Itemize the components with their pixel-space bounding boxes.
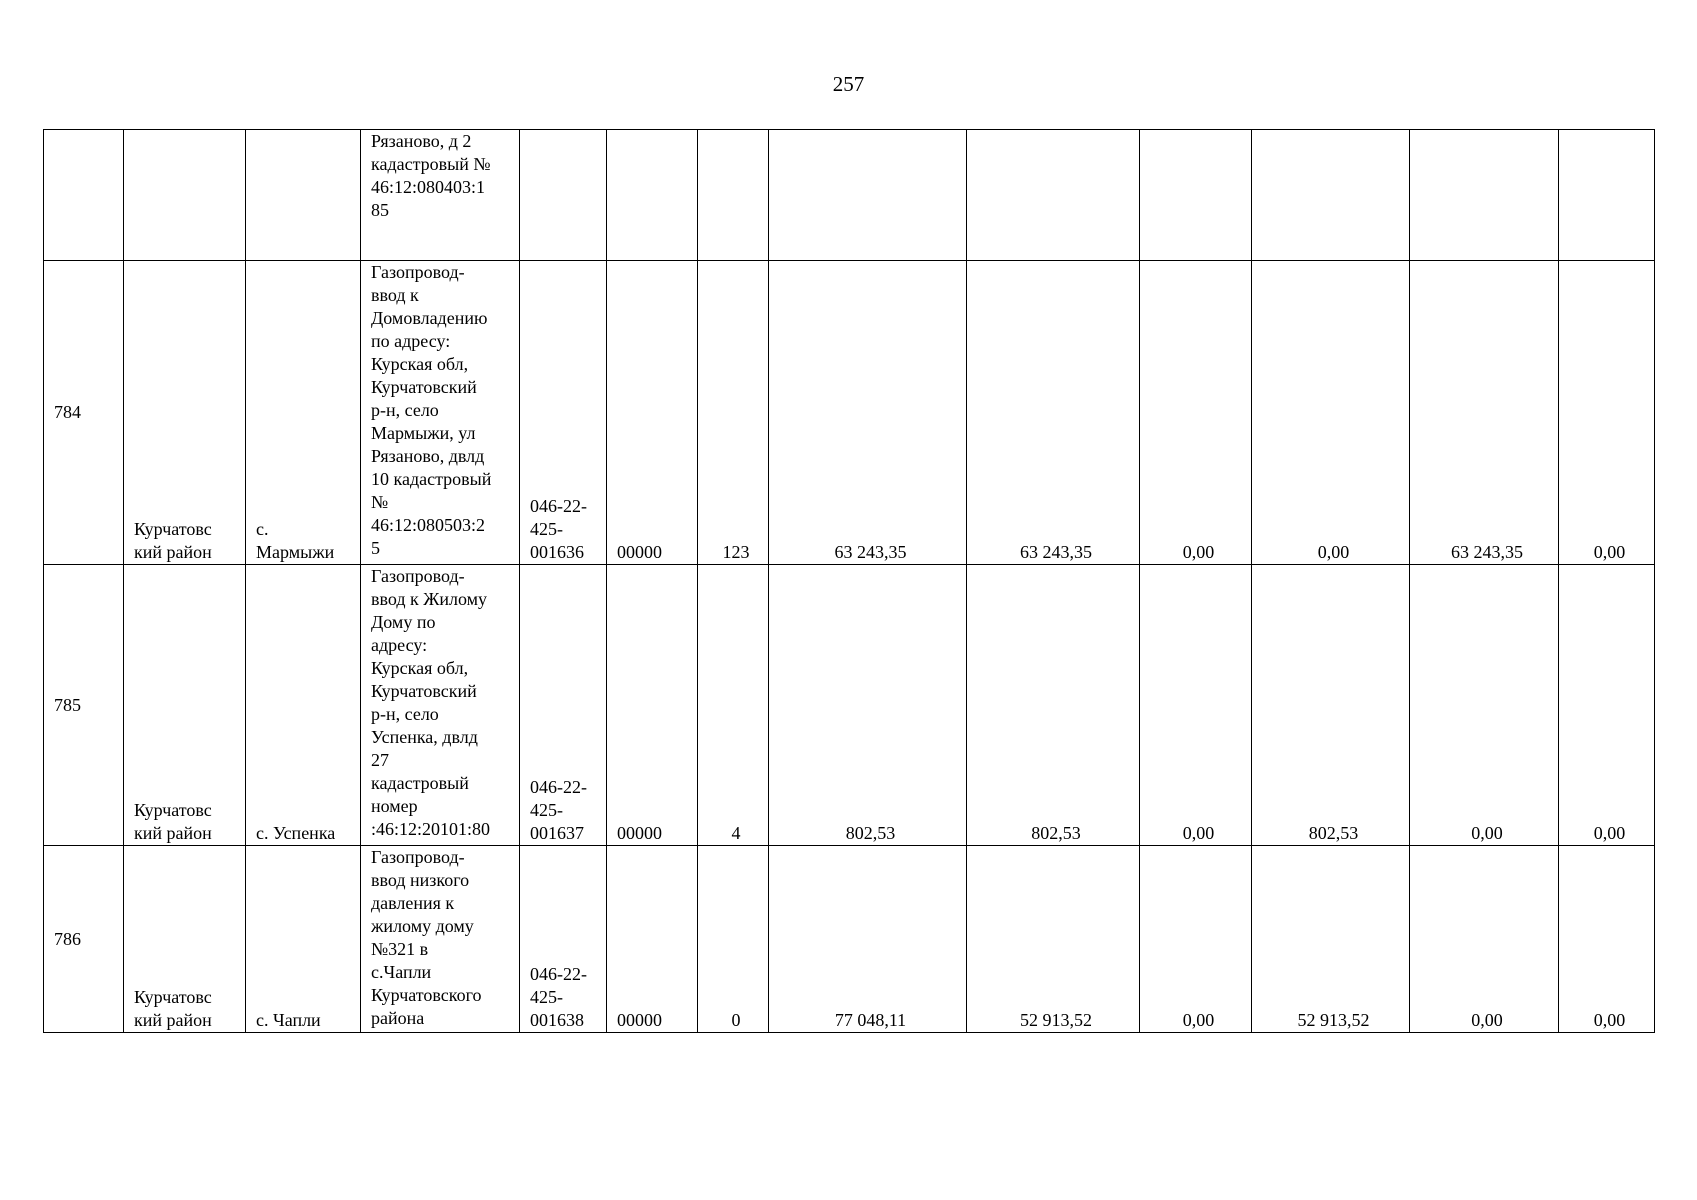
cell-amount: 802,53 (1252, 565, 1410, 846)
cell-amount: 63 243,35 (769, 261, 967, 565)
cell-num: 784 (44, 261, 124, 565)
cell-description: Газопровод- ввод низкого давления к жилому дому №321 в с.Чапли Курчатовского района (361, 846, 520, 1033)
cell-locality (246, 130, 361, 261)
cell-code: 046-22- 425- 001636 (520, 261, 607, 565)
table-row (44, 261, 1655, 565)
cell-code (520, 130, 607, 261)
cell-num (44, 130, 124, 261)
cell-code: 046-22- 425- 001638 (520, 846, 607, 1033)
cell-num: 786 (44, 846, 124, 1033)
cell-amount: 0,00 (1559, 261, 1655, 565)
cell-amount: 0,00 (1410, 846, 1559, 1033)
cell-code: 046-22- 425- 001637 (520, 565, 607, 846)
table-row (44, 565, 1655, 846)
cell-amount: 77 048,11 (769, 846, 967, 1033)
table-row-continuation (44, 130, 1655, 261)
cell-amount (1559, 130, 1655, 261)
cell-okof: 00000 (607, 261, 698, 565)
cell-locality: с. Чапли (246, 846, 361, 1033)
cell-amount: 0,00 (1410, 565, 1559, 846)
table-row (44, 846, 1655, 1033)
cell-qty: 4 (698, 565, 769, 846)
cell-amount: 0,00 (1559, 565, 1655, 846)
cell-num: 785 (44, 565, 124, 846)
cell-qty (698, 130, 769, 261)
cell-amount (967, 130, 1140, 261)
cell-amount (769, 130, 967, 261)
cell-qty: 123 (698, 261, 769, 565)
page-number: 257 (832, 72, 865, 96)
cell-amount: 0,00 (1140, 846, 1252, 1033)
cell-locality: с. Мармыжи (246, 261, 361, 565)
cell-description: Рязаново, д 2 кадастровый № 46:12:080403:1 85 (361, 130, 520, 261)
cell-amount: 802,53 (967, 565, 1140, 846)
cell-amount: 52 913,52 (967, 846, 1140, 1033)
register-table (43, 129, 1655, 1033)
cell-district: Курчатовс кий район (124, 846, 246, 1033)
cell-qty: 0 (698, 846, 769, 1033)
cell-amount: 0,00 (1140, 565, 1252, 846)
cell-amount: 0,00 (1252, 261, 1410, 565)
cell-district: Курчатовс кий район (124, 261, 246, 565)
cell-okof: 00000 (607, 565, 698, 846)
cell-amount: 0,00 (1559, 846, 1655, 1033)
cell-district (124, 130, 246, 261)
cell-amount: 63 243,35 (1410, 261, 1559, 565)
cell-description: Газопровод- ввод к Жилому Дому по адресу: Курская обл, Курчатовский р-н, село Успенка, двлд 27 кадастровый номер :46:12:20101:80 (361, 565, 520, 846)
cell-amount (1252, 130, 1410, 261)
cell-district: Курчатовс кий район (124, 565, 246, 846)
cell-amount (1410, 130, 1559, 261)
cell-amount (1140, 130, 1252, 261)
cell-amount: 63 243,35 (967, 261, 1140, 565)
cell-description: Газопровод- ввод к Домовладению по адресу: Курская обл, Курчатовский р-н, село Мармыжи, ул Рязаново, двлд 10 кадастровый № 46:12:080503:2 5 (361, 261, 520, 565)
cell-amount: 802,53 (769, 565, 967, 846)
cell-okof (607, 130, 698, 261)
cell-okof: 00000 (607, 846, 698, 1033)
cell-amount: 52 913,52 (1252, 846, 1410, 1033)
cell-amount: 0,00 (1140, 261, 1252, 565)
cell-locality: с. Успенка (246, 565, 361, 846)
